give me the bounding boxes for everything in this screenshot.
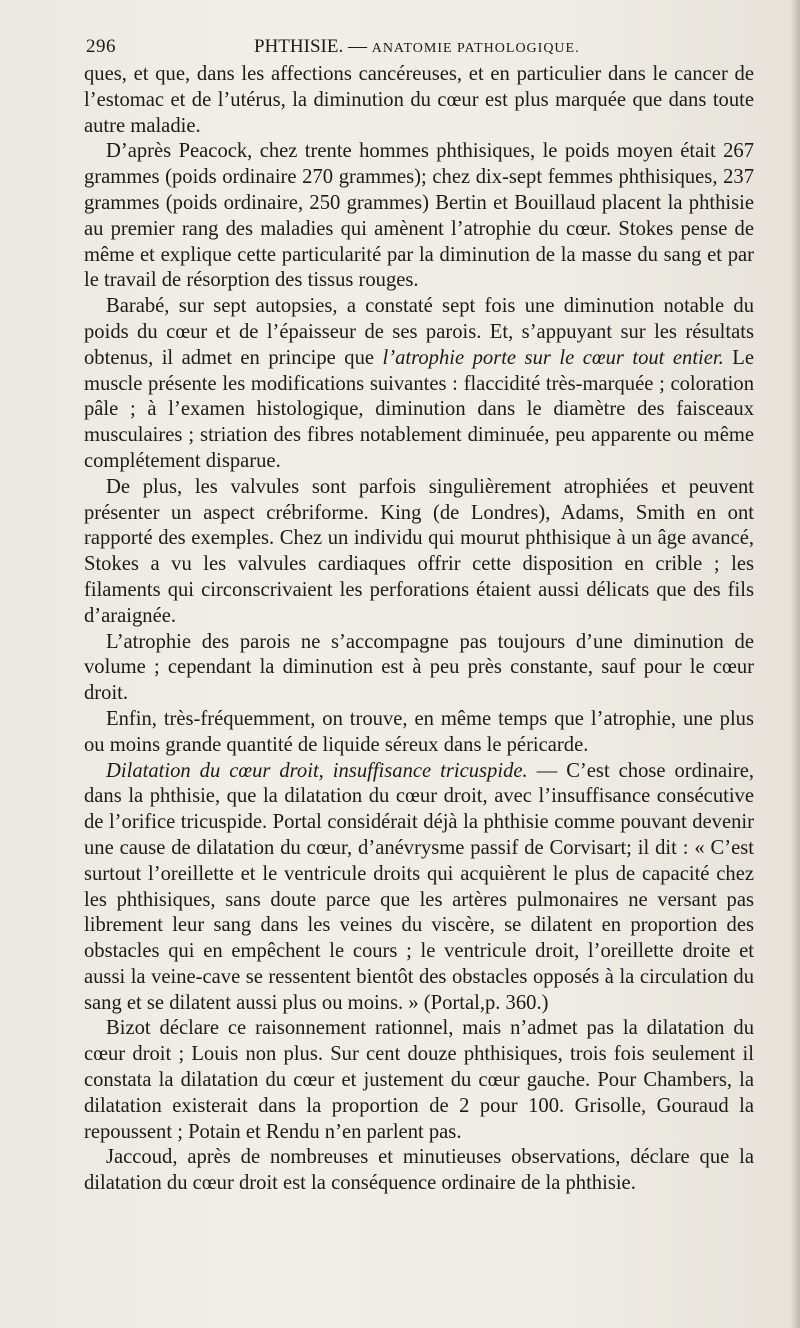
running-title: [254, 30, 580, 66]
paragraph-barabe: [84, 294, 754, 475]
body-text: [84, 62, 754, 1197]
paragraph-jaccoud: Jaccoud, après de nombreuses et minutieuses observations, déclare que la dilatation du cœur droit est la conséquence ordinaire de la phthisie.: [84, 1146, 754, 1195]
page-number: 296: [86, 36, 116, 57]
running-title-sub: ANATOMIE PATHOLOGIQUE.: [371, 41, 580, 56]
paragraph-dilatation: [84, 759, 754, 1017]
running-header: [86, 30, 754, 64]
paragraph-barabe-part1: Barabé, sur sept autopsies, a constaté sept fois une diminution notable du poids du cœur et de l’épaisseur de ses parois. Et, s’appuyant sur les résultats obtenus, il admet en principe que: [84, 295, 754, 369]
paragraph-continuation: ques, et que, dans les affections cancéreuses, et en particulier dans le cancer de l’estomac et de l’utérus, la diminution du cœur est plus marquée que dans toute autre maladie.: [84, 63, 754, 137]
paragraph-pericarde: Enfin, très-fréquemment, on trouve, en même temps que l’atrophie, une plus ou moins grande quantité de liquide séreux dans le péricarde.: [84, 707, 754, 756]
paragraph-valvules: De plus, les valvules sont parfois singulièrement atrophiées et peuvent présenter un aspect crébriforme. King (de Londres), Adams, Smith en ont rapporté des exemples. Chez un individu qui mourut phthisique à un âge avancé, Stokes a vu les valvules cardiaques offrir cette disposition en crible ; les filaments qui circonscrivaient les perforations étaient aussi délicats que des fils d’araignée.: [84, 475, 754, 627]
paragraph-bizot: Bizot déclare ce raisonnement rationnel, mais n’admet pas la dilatation du cœur droit ; Louis non plus. Sur cent douze phthisiques, trois fois seulement il constata la dilatation du cœur et justement du cœur gauche. Pour Chambers, la dilatation existerait dans la proportion de 2 pour 100. Grisolle, Gouraud la repoussent ; Potain et Rendu n’en parlent pas.: [84, 1017, 754, 1143]
paragraph-barabe-italic: l’atrophie porte sur le cœur tout entier.: [382, 346, 724, 369]
paragraph-peacock: D’après Peacock, chez trente hommes phthisiques, le poids moyen était 267 grammes (poids ordinaire 270 grammes); chez dix-sept femmes phthisiques, 237 grammes (poids ordinaire, 250 grammes) Bertin et Bouillaud placent la phthisie au premier rang des maladies qui amènent l’atrophie du cœur. Stokes pense de même et explique cette particularité par la diminution de la masse du sang et par le travail de résorption des tissus rouges.: [84, 140, 754, 292]
paragraph-barabe-part2: Le muscle présente les modifications suivantes : flaccidité très-marquée ; coloration pâle ; à l’examen histologique, diminution dans le diamètre des faisceaux musculaires ; striation des fibres notablement diminuée, peu apparente ou même complétement disparue.: [84, 346, 754, 472]
page-edge-shadow: [790, 0, 800, 1328]
running-title-main: PHTHISIE.: [254, 36, 344, 57]
paragraph-atrophie: L’atrophie des parois ne s’accompagne pas toujours d’une diminution de volume ; cependant la diminution est à peu près constante, sauf pour le cœur droit.: [84, 630, 754, 705]
running-title-dash: —: [343, 36, 372, 57]
section-heading-italic: Dilatation du cœur droit, insuffisance tricuspide.: [106, 759, 528, 782]
paragraph-dilatation-text: — C’est chose ordinaire, dans la phthisie, que la dilatation du cœur droit, avec l’insuffisance consécutive de l’orifice tricuspide. Portal considérait déjà la phthisie comme pouvant devenir une cause de dilatation du cœur, d’anévrysme passif de Corvisart; il dit : « C’est surtout l’oreillette et le ventricule droits qui acquièrent le plus de capacité chez les phthisiques, sans doute parce que les artères pulmonaires ne versant pas librement leur sang dans les veines du viscère, se dilatent en proportion des obstacles qui en empêchent le cours ; le ventricule droit, l’oreillette droite et aussi la veine-cave se ressentent bientôt des obstacles opposés à la circulation du sang et se dilatent aussi plus ou moins. » (Portal,p. 360.): [84, 759, 754, 1014]
